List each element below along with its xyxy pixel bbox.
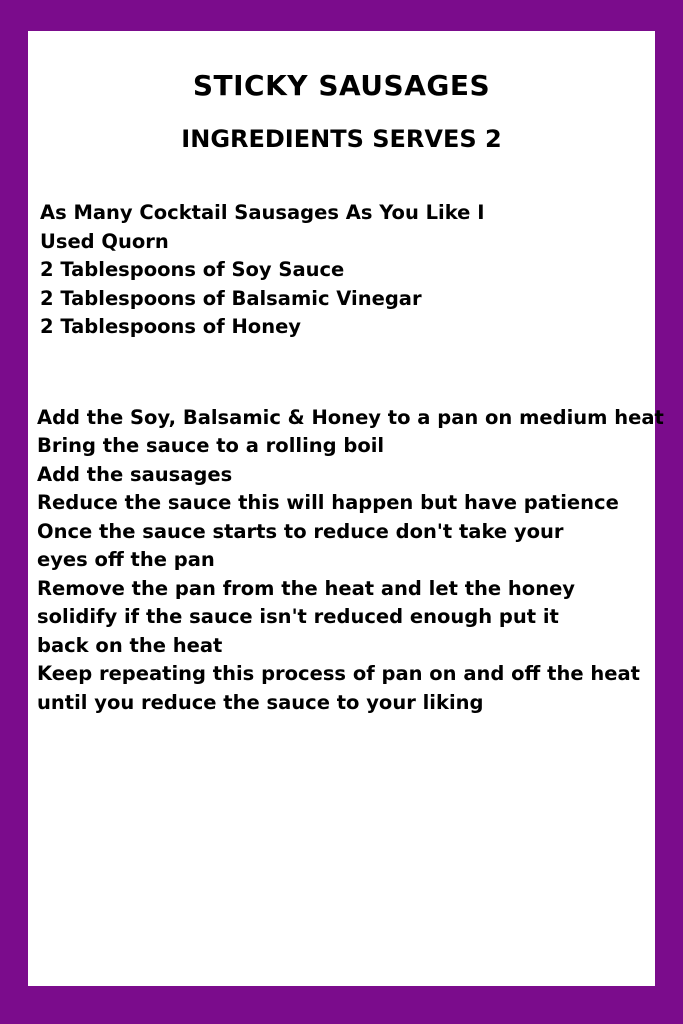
method-list	[28, 342, 664, 718]
method-line: Keep repeating this process of pan on and off the heat	[37, 662, 640, 686]
method-line: Add the sausages	[37, 462, 233, 486]
ingredients-list	[28, 153, 655, 342]
method-line: Once the sauce starts to reduce don't take your	[37, 519, 564, 543]
method-line: Reduce the sauce this will happen but have patience	[37, 491, 619, 515]
method-line: until you reduce the sauce to your liking	[37, 690, 484, 714]
method-line: Add the Soy, Balsamic & Honey to a pan on medium heat	[37, 405, 664, 429]
ingredient-line: 2 Tablespoons of Honey	[40, 315, 302, 339]
method-line: back on the heat	[37, 633, 223, 657]
ingredient-line: Used Quorn	[40, 229, 169, 253]
recipe-card	[28, 31, 664, 986]
page-title: STICKY SAUSAGES	[192, 69, 491, 102]
method-line: Bring the sauce to a rolling boil	[37, 434, 385, 458]
ingredient-line: 2 Tablespoons of Balsamic Vinegar	[40, 286, 422, 310]
ingredients-heading: INGREDIENTS SERVES 2	[181, 124, 502, 153]
ingredient-line: 2 Tablespoons of Soy Sauce	[40, 258, 345, 282]
method-line: eyes off the pan	[37, 548, 215, 572]
method-line: solidify if the sauce isn't reduced enough put it	[37, 605, 559, 629]
ingredient-line: As Many Cocktail Sausages As You Like I	[40, 201, 485, 225]
method-line: Remove the pan from the heat and let the honey	[37, 576, 576, 600]
